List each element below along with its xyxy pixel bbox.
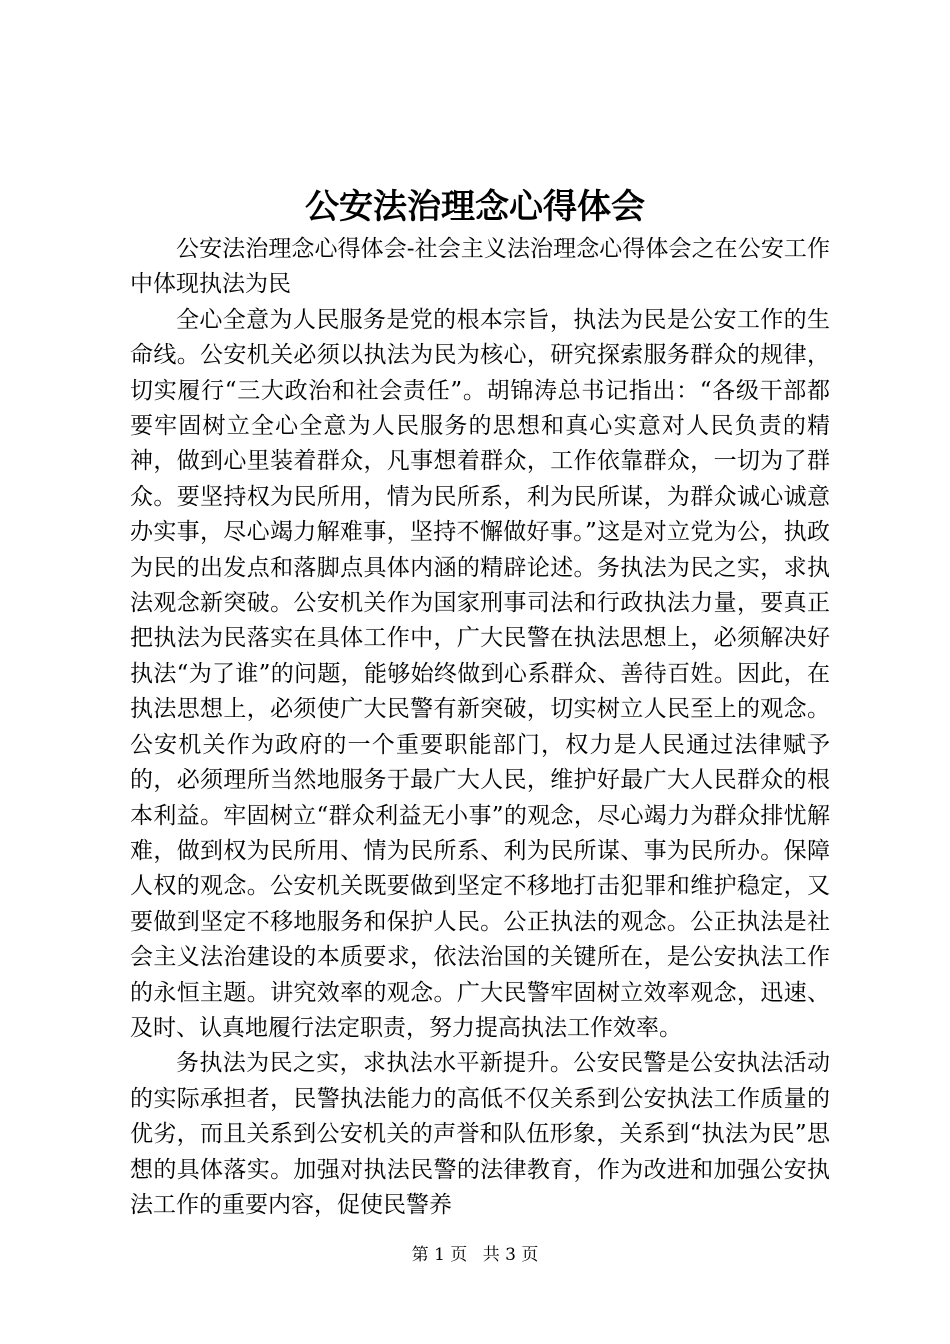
paragraph-subtitle: 公安法治理念心得体会-社会主义法治理念心得体会之在公安工作中体现执法为民 [130, 236, 830, 298]
page-total: 共 3 页 [482, 1245, 539, 1265]
paragraph-continued: 务执法为民之实，求执法水平新提升。公安民警是公安执法活动的实际承担者，民警执法能力的高低不仅关系到公安执法工作质量的优劣，而且关系到公安机关的声誉和队伍形象，关系到“执法为民”思想的具体落实。加强对执法民警的法律教育，作为改进和加强公安执法工作的重要内容，促使民警养 [130, 1050, 830, 1218]
paragraph-main: 全心全意为人民服务是党的根本宗旨，执法为民是公安工作的生命线。公安机关必须以执法为民为核心，研究探索服务群众的规律，切实履行“三大政治和社会责任”。胡锦涛总书记指出：“各级干部都要牢固树立全心全意为人民服务的思想和真心实意对人民负责的精神，做到心里装着群众，凡事想着群众，工作依靠群众，一切为了群众。要坚持权为民所用，情为民所系，利为民所谋，为群众诚心诚意办实事，尽心竭力解难事，坚持不懈做好事。”这是对立党为公，执政为民的出发点和落脚点具体内涵的精辟论述。务执法为民之实，求执法观念新突破。公安机关作为国家刑事司法和行政执法力量，要真正把执法为民落实在具体工作中，广大民警在执法思想上，必须解决好执法“为了谁”的问题，能够始终做到心系群众、善待百姓。因此，在执法思想上，必须使广大民警有新突破，切实树立人民至上的观念。公安机关作为政府的一个重要职能部门，权力是人民通过法律赋予的，必须理所当然地服务于最广大人民，维护好最广大人民群众的根本利益。牢固树立“群众利益无小事”的观念，尽心竭力为群众排忧解难，做到权为民所用、情为民所系、利为民所谋、事为民所办。保障人权的观念。公安机关既要做到坚定不移地打击犯罪和维护稳定，又要做到坚定不移地服务和保护人民。公正执法的观念。公正执法是社会主义法治建设的本质要求，依法治国的关键所在，是公安执法工作的永恒主题。讲究效率的观念。广大民警牢固树立效率观念，迅速、及时、认真地履行法定职责，努力提高执法工作效率。 [130, 306, 830, 1041]
document-body [130, 232, 830, 1223]
page-number: 第 1 页 [411, 1245, 468, 1265]
page-footer [0, 1243, 950, 1267]
document-title: 公安法治理念心得体会 [305, 187, 645, 227]
